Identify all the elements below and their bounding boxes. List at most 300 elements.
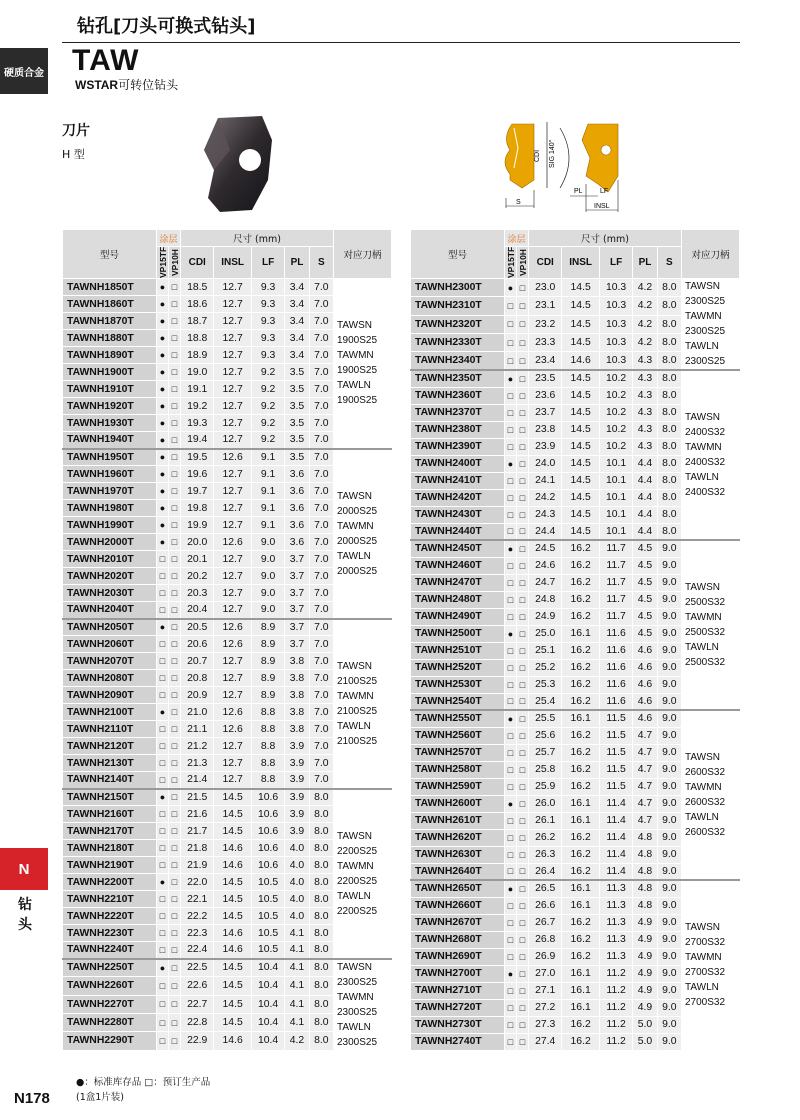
s-cell: 7.0 — [309, 772, 333, 789]
model-cell: TAWNH2150T — [63, 789, 157, 806]
holder-cell — [682, 279, 740, 371]
lf-cell: 10.4 — [251, 977, 284, 995]
lf-cell: 11.6 — [599, 676, 632, 693]
col-s: S — [657, 247, 681, 279]
vp15tf-cell: □ — [157, 840, 169, 857]
cdi-cell: 19.0 — [181, 364, 214, 381]
col-pl: PL — [285, 247, 309, 279]
pl-cell: 4.0 — [285, 891, 309, 908]
s-cell: 7.0 — [309, 432, 333, 449]
model-cell: TAWNH2040T — [63, 602, 157, 619]
s-cell: 9.0 — [657, 795, 681, 812]
vp10h-cell: □ — [169, 789, 181, 806]
s-cell: 8.0 — [309, 840, 333, 857]
model-cell: TAWNH2280T — [63, 1013, 157, 1031]
vp15tf-cell: ● — [505, 710, 517, 727]
s-cell: 9.0 — [657, 948, 681, 965]
s-cell: 7.0 — [309, 381, 333, 398]
page-category-title: 钻孔[刀头可换式钻头] — [77, 16, 256, 37]
lf-cell: 9.0 — [251, 551, 284, 568]
holder-line: TAWLN — [337, 890, 371, 902]
s-cell: 7.0 — [309, 670, 333, 687]
vp10h-cell: □ — [169, 806, 181, 823]
vp15tf-cell: ● — [505, 795, 517, 812]
vp15tf-cell: □ — [505, 472, 517, 489]
pl-cell: 3.8 — [285, 704, 309, 721]
s-cell: 8.0 — [309, 959, 333, 977]
holder-line: 2200S25 — [337, 845, 378, 857]
vp15tf-cell: □ — [157, 653, 169, 670]
model-cell: TAWNH2610T — [411, 812, 505, 829]
vp15tf-cell: □ — [505, 761, 517, 778]
cdi-cell: 25.0 — [529, 625, 562, 642]
s-cell: 7.0 — [309, 687, 333, 704]
vp10h-cell: □ — [169, 772, 181, 789]
insl-cell: 14.5 — [562, 404, 599, 421]
vp10h-cell: □ — [169, 415, 181, 432]
model-cell: TAWNH2250T — [63, 959, 157, 977]
insl-cell: 14.5 — [562, 506, 599, 523]
vp15tf-cell: □ — [505, 676, 517, 693]
insl-cell: 16.2 — [562, 948, 599, 965]
pl-cell: 4.7 — [633, 761, 657, 778]
model-cell: TAWNH2600T — [411, 795, 505, 812]
vp15tf-cell: □ — [505, 557, 517, 574]
cdi-cell: 22.6 — [181, 977, 214, 995]
model-cell: TAWNH1920T — [63, 398, 157, 415]
s-cell: 7.0 — [309, 585, 333, 602]
vp10h-cell: □ — [169, 517, 181, 534]
s-cell: 9.0 — [657, 574, 681, 591]
vp10h-cell: □ — [517, 608, 529, 625]
s-cell: 7.0 — [309, 483, 333, 500]
s-cell: 9.0 — [657, 863, 681, 880]
col-cdi: CDI — [529, 247, 562, 279]
vp15tf-cell: ● — [157, 296, 169, 313]
pl-cell: 3.4 — [285, 347, 309, 364]
s-cell: 9.0 — [657, 659, 681, 676]
cdi-cell: 27.1 — [529, 982, 562, 999]
s-cell: 8.0 — [309, 942, 333, 959]
col-lf: LF — [599, 247, 632, 279]
model-cell: TAWNH2650T — [411, 880, 505, 897]
pl-cell: 4.9 — [633, 999, 657, 1016]
brand-desc: 可转位钻头 — [118, 78, 179, 92]
vp15tf-cell: □ — [157, 823, 169, 840]
s-cell: 9.0 — [657, 557, 681, 574]
holder-line: TAWSN — [337, 961, 372, 973]
model-cell: TAWNH2210T — [63, 891, 157, 908]
cdi-cell: 22.8 — [181, 1013, 214, 1031]
vp10h-cell: □ — [517, 333, 529, 351]
holder-line: 2300S25 — [685, 296, 726, 307]
insl-cell: 14.5 — [562, 455, 599, 472]
holder-line: TAWLN — [337, 720, 371, 732]
s-cell: 8.0 — [309, 908, 333, 925]
lf-cell: 11.5 — [599, 727, 632, 744]
model-cell: TAWNH2170T — [63, 823, 157, 840]
lf-cell: 11.7 — [599, 608, 632, 625]
s-cell: 9.0 — [657, 846, 681, 863]
s-cell: 9.0 — [657, 591, 681, 608]
vp15tf-cell: □ — [505, 489, 517, 506]
col-holder: 对应刀柄 — [682, 230, 740, 279]
cdi-cell: 21.3 — [181, 755, 214, 772]
pl-cell: 4.1 — [285, 925, 309, 942]
lf-cell: 11.6 — [599, 659, 632, 676]
vp10h-cell: □ — [169, 738, 181, 755]
s-cell: 7.0 — [309, 551, 333, 568]
vp15tf-cell: □ — [505, 897, 517, 914]
cdi-cell: 26.9 — [529, 948, 562, 965]
model-cell: TAWNH2140T — [63, 772, 157, 789]
s-cell: 8.0 — [657, 315, 681, 333]
holder-line: 2300S25 — [337, 1006, 378, 1018]
lf-cell: 10.2 — [599, 438, 632, 455]
vp10h-cell: □ — [517, 455, 529, 472]
insl-cell: 14.5 — [562, 438, 599, 455]
pl-cell: 3.9 — [285, 806, 309, 823]
holder-line: 2000S25 — [337, 535, 378, 547]
lf-cell: 10.5 — [251, 925, 284, 942]
holder-line: 2400S32 — [685, 457, 726, 468]
lf-cell: 10.6 — [251, 857, 284, 874]
pl-cell: 4.7 — [633, 812, 657, 829]
holder-line: 2700S32 — [685, 937, 726, 949]
lf-cell: 8.8 — [251, 704, 284, 721]
pl-cell: 3.6 — [285, 483, 309, 500]
lf-cell: 9.1 — [251, 483, 284, 500]
section-name — [14, 895, 36, 935]
holder-line: 2200S25 — [337, 875, 378, 887]
s-cell: 7.0 — [309, 704, 333, 721]
insl-cell: 12.7 — [214, 432, 251, 449]
col-model: 型号 — [411, 230, 505, 279]
cdi-cell: 24.7 — [529, 574, 562, 591]
insl-cell: 12.7 — [214, 279, 251, 296]
insl-cell: 12.7 — [214, 415, 251, 432]
lf-cell: 9.1 — [251, 466, 284, 483]
s-cell: 7.0 — [309, 330, 333, 347]
cdi-cell: 18.9 — [181, 347, 214, 364]
pl-cell: 3.6 — [285, 500, 309, 517]
holder-line: TAWLN — [337, 1021, 371, 1033]
insl-cell: 16.2 — [562, 863, 599, 880]
model-cell: TAWNH2090T — [63, 687, 157, 704]
pl-cell: 3.5 — [285, 415, 309, 432]
vp10h-cell: □ — [169, 840, 181, 857]
model-cell: TAWNH2270T — [63, 995, 157, 1013]
insl-cell: 14.5 — [214, 874, 251, 891]
holder-line: 2600S32 — [685, 767, 726, 778]
vp10h-cell: □ — [169, 1032, 181, 1050]
model-cell: TAWNH2300T — [411, 279, 505, 297]
vp15tf-cell: □ — [157, 636, 169, 653]
vp15tf-cell: □ — [157, 995, 169, 1013]
insl-cell: 16.2 — [562, 642, 599, 659]
lf-cell: 11.4 — [599, 846, 632, 863]
vp10h-cell: □ — [517, 761, 529, 778]
holder-line: TAWMN — [685, 311, 722, 322]
insl-cell: 16.2 — [562, 1016, 599, 1033]
model-cell: TAWNH2180T — [63, 840, 157, 857]
lf-cell: 10.3 — [599, 297, 632, 315]
vp15tf-cell: ● — [505, 965, 517, 982]
s-cell: 8.0 — [657, 506, 681, 523]
vp15tf-cell: □ — [157, 585, 169, 602]
vp15tf-cell: □ — [157, 568, 169, 585]
insl-cell: 12.7 — [214, 687, 251, 704]
s-cell: 8.0 — [309, 857, 333, 874]
holder-line: 2100S25 — [337, 735, 378, 747]
vp15tf-cell: □ — [157, 806, 169, 823]
insl-cell: 16.1 — [562, 812, 599, 829]
cdi-cell: 24.1 — [529, 472, 562, 489]
insl-cell: 12.7 — [214, 483, 251, 500]
model-cell: TAWNH2390T — [411, 438, 505, 455]
s-label: S — [516, 199, 521, 206]
vp15tf-cell: □ — [505, 982, 517, 999]
col-insl: INSL — [562, 247, 599, 279]
insl-cell: 16.1 — [562, 982, 599, 999]
insl-cell: 12.7 — [214, 330, 251, 347]
insl-cell: 12.7 — [214, 347, 251, 364]
s-cell: 9.0 — [657, 778, 681, 795]
vp15tf-cell: □ — [505, 1016, 517, 1033]
vp10h-cell: □ — [169, 670, 181, 687]
cdi-cell: 18.7 — [181, 313, 214, 330]
lf-cell: 11.2 — [599, 1033, 632, 1050]
lf-cell: 11.2 — [599, 965, 632, 982]
pl-cell: 4.3 — [633, 352, 657, 370]
pl-cell: 4.7 — [633, 727, 657, 744]
pl-cell: 4.9 — [633, 982, 657, 999]
col-vp10h: VP10H — [169, 247, 181, 279]
cdi-cell: 24.5 — [529, 540, 562, 557]
s-cell: 9.0 — [657, 761, 681, 778]
cdi-cell: 21.2 — [181, 738, 214, 755]
lf-cell: 9.2 — [251, 381, 284, 398]
pl-cell: 4.4 — [633, 523, 657, 540]
cdi-cell: 20.7 — [181, 653, 214, 670]
insl-cell: 16.2 — [562, 1033, 599, 1050]
insl-cell: 12.7 — [214, 466, 251, 483]
insl-cell: 16.1 — [562, 710, 599, 727]
vp10h-cell: □ — [517, 659, 529, 676]
insl-cell: 14.5 — [562, 523, 599, 540]
model-cell: TAWNH2380T — [411, 421, 505, 438]
lf-cell: 8.9 — [251, 653, 284, 670]
s-cell: 9.0 — [657, 625, 681, 642]
vp10h-cell: □ — [517, 778, 529, 795]
pl-cell: 4.2 — [633, 297, 657, 315]
lf-cell: 8.8 — [251, 772, 284, 789]
cdi-cell: 27.4 — [529, 1033, 562, 1050]
insl-cell: 12.7 — [214, 772, 251, 789]
pl-cell: 4.7 — [633, 778, 657, 795]
model-cell: TAWNH2160T — [63, 806, 157, 823]
cdi-cell: 21.8 — [181, 840, 214, 857]
insl-cell: 16.2 — [562, 846, 599, 863]
s-cell: 8.0 — [309, 789, 333, 806]
insl-cell: 14.6 — [214, 1032, 251, 1050]
model-cell: TAWNH2680T — [411, 931, 505, 948]
category-tab: 硬质合金 — [0, 48, 48, 94]
insl-cell: 16.1 — [562, 965, 599, 982]
pl-cell: 4.4 — [633, 489, 657, 506]
cdi-cell: 26.5 — [529, 880, 562, 897]
cdi-cell: 26.6 — [529, 897, 562, 914]
model-cell: TAWNH2330T — [411, 333, 505, 351]
vp10h-cell: □ — [169, 483, 181, 500]
s-cell: 9.0 — [657, 931, 681, 948]
vp10h-cell: □ — [517, 863, 529, 880]
vp10h-cell: □ — [517, 506, 529, 523]
table-row — [411, 540, 740, 557]
holder-line: 2400S32 — [685, 487, 726, 498]
lf-cell: 10.2 — [599, 404, 632, 421]
vp10h-cell: □ — [517, 387, 529, 404]
lf-cell: 10.2 — [599, 370, 632, 387]
vp10h-cell: □ — [169, 449, 181, 466]
lf-cell: 8.9 — [251, 619, 284, 636]
holder-line: TAWLN — [337, 380, 371, 392]
cdi-cell: 19.1 — [181, 381, 214, 398]
cdi-cell: 24.9 — [529, 608, 562, 625]
model-cell: TAWNH2450T — [411, 540, 505, 557]
pl-cell: 3.8 — [285, 687, 309, 704]
holder-line: TAWMN — [685, 782, 722, 793]
lf-cell: 11.3 — [599, 931, 632, 948]
lf-label: LF — [600, 188, 609, 195]
vp15tf-cell: □ — [505, 506, 517, 523]
model-cell: TAWNH1880T — [63, 330, 157, 347]
pl-cell: 3.4 — [285, 279, 309, 296]
left-spec-table — [62, 229, 392, 1051]
s-cell: 9.0 — [657, 965, 681, 982]
s-cell: 9.0 — [657, 540, 681, 557]
model-cell: TAWNH2460T — [411, 557, 505, 574]
s-cell: 8.0 — [309, 823, 333, 840]
s-cell: 8.0 — [657, 421, 681, 438]
cdi-cell: 25.4 — [529, 693, 562, 710]
cdi-cell: 26.7 — [529, 914, 562, 931]
col-s: S — [309, 247, 333, 279]
model-cell: TAWNH2470T — [411, 574, 505, 591]
holder-line: 2100S25 — [337, 705, 378, 717]
vp10h-cell: □ — [169, 908, 181, 925]
vp10h-cell: □ — [517, 315, 529, 333]
s-cell: 7.0 — [309, 415, 333, 432]
vp15tf-cell: □ — [505, 297, 517, 315]
holder-cell — [682, 880, 740, 1050]
pl-cell: 4.5 — [633, 574, 657, 591]
pl-cell: 4.9 — [633, 965, 657, 982]
vp15tf-cell: □ — [505, 404, 517, 421]
holder-line: 2400S32 — [685, 427, 726, 438]
pl-cell: 4.3 — [633, 404, 657, 421]
lf-cell: 10.3 — [599, 315, 632, 333]
col-size: 尺寸 (mm) — [181, 230, 334, 247]
lf-cell: 10.2 — [599, 421, 632, 438]
s-cell: 8.0 — [309, 806, 333, 823]
pl-cell: 3.7 — [285, 585, 309, 602]
cdi-cell: 20.1 — [181, 551, 214, 568]
cdi-cell: 22.7 — [181, 995, 214, 1013]
col-pl: PL — [633, 247, 657, 279]
model-cell: TAWNH2530T — [411, 676, 505, 693]
pl-cell: 3.7 — [285, 636, 309, 653]
s-cell: 7.0 — [309, 602, 333, 619]
model-cell: TAWNH2350T — [411, 370, 505, 387]
vp15tf-cell: ● — [157, 534, 169, 551]
holder-line: TAWSN — [337, 660, 372, 672]
lf-cell: 10.4 — [251, 1013, 284, 1031]
cdi-cell: 22.2 — [181, 908, 214, 925]
cdi-cell: 25.1 — [529, 642, 562, 659]
model-cell: TAWNH2050T — [63, 619, 157, 636]
model-cell: TAWNH2260T — [63, 977, 157, 995]
cdi-cell: 23.1 — [529, 297, 562, 315]
cdi-cell: 27.0 — [529, 965, 562, 982]
vp15tf-cell: □ — [157, 977, 169, 995]
vp15tf-cell: □ — [505, 523, 517, 540]
col-model: 型号 — [63, 230, 157, 279]
model-cell: TAWNH2640T — [411, 863, 505, 880]
cdi-cell: 25.3 — [529, 676, 562, 693]
holder-cell — [334, 449, 392, 619]
vp10h-cell: □ — [517, 1016, 529, 1033]
vp10h-cell: □ — [517, 421, 529, 438]
s-cell: 7.0 — [309, 755, 333, 772]
vp10h-cell: □ — [517, 352, 529, 370]
insl-cell: 12.7 — [214, 296, 251, 313]
insl-cell: 12.7 — [214, 755, 251, 772]
vp15tf-cell: □ — [505, 931, 517, 948]
lf-cell: 10.1 — [599, 455, 632, 472]
insl-cell: 16.2 — [562, 829, 599, 846]
s-cell: 7.0 — [309, 364, 333, 381]
cdi-cell: 21.9 — [181, 857, 214, 874]
model-cell: TAWNH2500T — [411, 625, 505, 642]
insl-cell: 12.6 — [214, 721, 251, 738]
cdi-cell: 22.1 — [181, 891, 214, 908]
cdi-cell: 20.9 — [181, 687, 214, 704]
table-row — [63, 449, 392, 466]
s-cell: 8.0 — [657, 404, 681, 421]
brand-name: WSTAR — [75, 78, 119, 92]
cdi-cell: 21.0 — [181, 704, 214, 721]
insl-cell: 14.5 — [562, 472, 599, 489]
holder-line: TAWSN — [337, 490, 372, 502]
model-cell: TAWNH2550T — [411, 710, 505, 727]
cdi-cell: 25.6 — [529, 727, 562, 744]
insl-cell: 12.7 — [214, 381, 251, 398]
col-size: 尺寸 (mm) — [529, 230, 682, 247]
vp10h-cell: □ — [517, 1033, 529, 1050]
lf-cell: 10.4 — [251, 959, 284, 977]
holder-cell — [682, 540, 740, 710]
pl-cell: 3.7 — [285, 568, 309, 585]
vp10h-cell: □ — [517, 880, 529, 897]
s-cell: 7.0 — [309, 517, 333, 534]
holder-line: TAWSN — [337, 830, 372, 842]
vp10h-cell: □ — [169, 398, 181, 415]
holder-line: 2300S25 — [337, 1036, 378, 1048]
lf-cell: 10.6 — [251, 823, 284, 840]
pl-cell: 3.9 — [285, 738, 309, 755]
model-cell: TAWNH2720T — [411, 999, 505, 1016]
